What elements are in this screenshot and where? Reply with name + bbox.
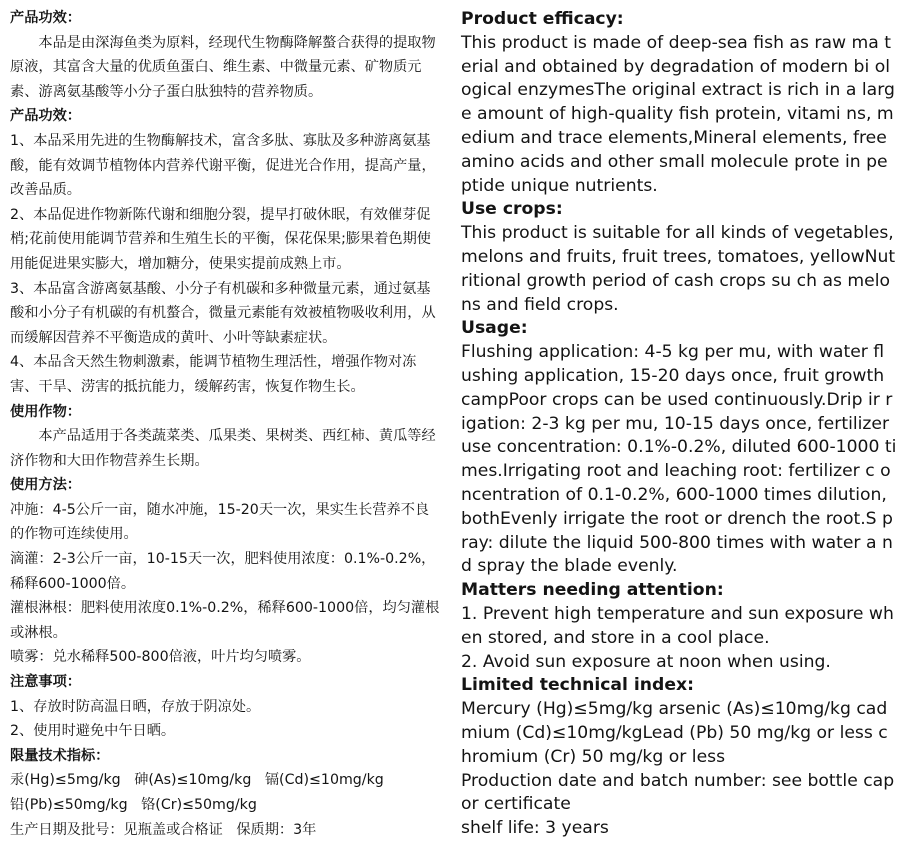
efficacy-item-1-cn: 1、本品采用先进的生物酶解技术，富含多肽、寡肽及多种游离氨基酸，能有效调节植物体内营养代谢平衡，促进光合作用，提高产量，改善品质。 [10, 132, 436, 199]
crops-heading-cn: 使用作物： [10, 403, 81, 420]
notes-item-1-en: 1. Prevent high temperature and sun exposure when stored, and store in a cool place. [461, 603, 894, 648]
efficacy-heading-cn: 产品功效： [10, 10, 81, 26]
efficacy-heading2-cn: 产品功效： [10, 108, 81, 125]
usage-item-2-cn: 滴灌：2-3公斤一亩，10-15天一次，肥料使用浓度：0.1%-0.2%，稀释600-1000倍。 [10, 551, 436, 592]
english-column [461, 0, 897, 841]
usage-item-3-cn: 灌根淋根：肥料使用浓度0.1%-0.2%，稀释600-1000倍，均匀灌根或淋根。 [10, 600, 440, 641]
efficacy-item-2-cn: 2、本品促进作物新陈代谢和细胞分裂，提早打破休眠，有效催芽促梢;花前使用能调节营养和生殖生长的平衡，保花保果;膨果着色期使用能促进果实膨大，增加糖分，使果实提前成熟上市。 [10, 206, 431, 272]
limits-line-2-cn: 铅(Pb)≤50mg/kg 铬(Cr)≤50mg/kg [10, 797, 257, 813]
usage-item-4-cn: 喷雾：兑水稀释500-800倍液，叶片均匀喷雾。 [10, 649, 311, 666]
usage-item-1-cn: 冲施：4-5公斤一亩，随水冲施，15-20天一次，果实生长营养不良的作物可连续使用。 [10, 501, 430, 543]
efficacy-item-3-cn: 3、本品富含游离氨基酸、小分子有机碳和多种微量元素，通过氨基酸和小分子有机碳的有机螯合，微量元素能有效被植物吸收利用，从而缓解因营养不平衡造成的黄叶、小叶等缺素症状。 [10, 280, 436, 346]
limits-heading-cn: 限量技术指标： [10, 747, 110, 764]
chinese-column [10, 0, 442, 842]
notes-item-2-cn: 2、使用时避免中午日晒。 [10, 723, 176, 740]
notes-item-1-cn: 1、存放时防高温日晒，存放于阴凉处。 [10, 698, 261, 715]
notes-item-2-en: 2. Avoid sun exposure at noon when using. [461, 651, 831, 672]
efficacy-heading-en: Product efficacy: [461, 9, 624, 29]
crops-text-cn: 本产品适用于各类蔬菜类、瓜果类、果树类、西红柿、黄瓜等经济作物和大田作物营养生长期。 [10, 428, 436, 469]
limits-text-en: Mercury (Hg)≤5mg/kg arsenic (As)≤10mg/kg cadmium (Cd)≤10mg/kgLead (Pb) 50 mg/kg or less chromium (Cr) 50 mg/kg or less [461, 699, 888, 767]
production-info-cn: 生产日期及批号：见瓶盖或合格证 保质期：3年 [10, 821, 317, 838]
limits-heading-en: Limited technical index: [461, 675, 694, 696]
crops-text-en: This product is suitable for all kinds of vegetables, melons and fruits, fruit trees, tomatoes, yellowNutritional growth period of cash crops su ch as melons and field crops. [461, 223, 896, 315]
usage-text-en: Flushing application: 4-5 kg per mu, with water fl ushing application, 15-20 days once, fruit growth campPoor crops can be used continuously.Drip ir rigation: 2-3 kg per mu, 10-15 days once, fertilizer use concentration: 0.1%-0.2%, diluted 600-1000 times.Irrigating root and leaching root: fertilizer c oncentration of 0.1-0.2%, 600-1000 times dilution, bothEvenly irrigate the root or drench the root.S pray: dilute the liquid 500-800 times with water a nd spray the blade evenly. [461, 342, 897, 577]
crops-heading-en: Use crops: [461, 199, 563, 220]
efficacy-item-4-cn: 4、本品含天然生物刺激素，能调节植物生理活性，增强作物对冻害、干旱、涝害的抵抗能力，缓解药害，恢复作物生长。 [10, 354, 417, 395]
usage-heading-cn: 使用方法： [10, 477, 81, 494]
production-info-en: Production date and batch number: see bottle cap or certificate [461, 770, 895, 815]
efficacy-intro-cn: 本品是由深海鱼类为原料，经现代生物酶降解螯合获得的提取物原液，其富含大量的优质鱼蛋白、维生素、中微量元素、矿物质元素、游离氨基酸等小分子蛋白肽独特的营养物质。 [10, 34, 436, 100]
limits-line-1-cn: 汞(Hg)≤5mg/kg 砷(As)≤10mg/kg 镉(Cd)≤10mg/kg [10, 772, 384, 789]
usage-heading-en: Usage: [461, 318, 528, 339]
notes-heading-en: Matters needing attention: [461, 580, 724, 601]
shelf-life-en: shelf life: 3 years [461, 818, 609, 839]
notes-heading-cn: 注意事项： [10, 674, 81, 691]
efficacy-text-en: This product is made of deep-sea fish as raw ma terial and obtained by degradation of modern bi ological enzymesThe original extract is rich in a large amount of high-quality fish protein, vitami ns, medium and trace elements,Mineral elements, free amino acids and other small molecule prote in peptide unique nutrients. [461, 32, 895, 196]
